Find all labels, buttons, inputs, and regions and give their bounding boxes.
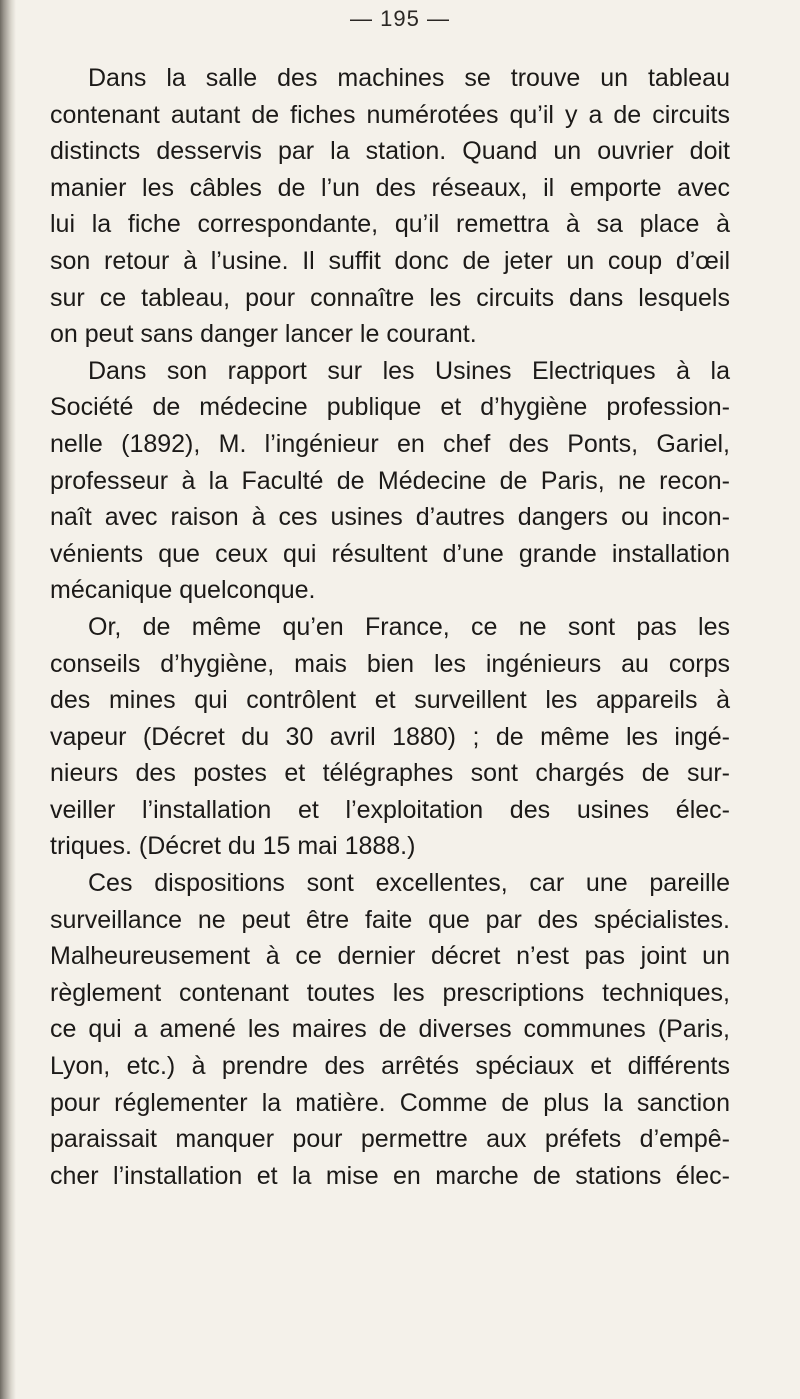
text-line: nelle (1892), M. l’ingénieur en chef des Ponts, Gariel, <box>50 429 730 458</box>
text-line: professeur à la Faculté de Médecine de Paris, ne recon- <box>50 466 730 495</box>
text-line: distincts desservis par la station. Quand un ouvrier doit <box>50 137 730 166</box>
text-line: Société de médecine publique et d’hygiène profession- <box>50 393 730 422</box>
text-line: cher l’installation et la mise en marche de stations élec- <box>50 1161 730 1190</box>
page-number: — 195 — <box>350 6 450 31</box>
book-gutter-shadow <box>0 0 16 1399</box>
text-line: des mines qui contrôlent et surveillent les appareils à <box>50 686 730 715</box>
text-line: veiller l’installation et l’exploitation des usines élec- <box>50 795 730 824</box>
text-line: Dans son rapport sur les Usines Electriques à la <box>88 356 730 385</box>
text-line: règlement contenant toutes les prescriptions techniques, <box>50 978 730 1007</box>
text-line: ce qui a amené les maires de diverses communes (Paris, <box>50 1015 730 1044</box>
text-line: on peut sans danger lancer le courant. <box>50 320 477 349</box>
text-line: naît avec raison à ces usines d’autres dangers ou incon- <box>50 503 730 532</box>
text-line: manier les câbles de l’un des réseaux, il emporte avec <box>50 173 730 202</box>
text-line: nieurs des postes et télégraphes sont chargés de sur- <box>50 759 730 788</box>
text-line: son retour à l’usine. Il suffit donc de jeter un coup d’œil <box>50 246 730 275</box>
text-line: sur ce tableau, pour connaître les circuits dans lesquels <box>50 283 730 312</box>
text-line: Ces dispositions sont excellentes, car une pareille <box>88 869 730 898</box>
text-line: triques. (Décret du 15 mai 1888.) <box>50 832 416 861</box>
text-line: Dans la salle des machines se trouve un tableau <box>88 64 730 92</box>
text-line: Malheureusement à ce dernier décret n’est pas joint un <box>50 942 730 971</box>
text-line: surveillance ne peut être faite que par des spécialistes. <box>50 905 730 934</box>
text-line: vénients que ceux qui résultent d’une grande installation <box>50 539 730 568</box>
text-line: pour réglementer la matière. Comme de plus la sanction <box>50 1088 730 1117</box>
text-line: vapeur (Décret du 30 avril 1880) ; de même les ingé- <box>50 722 730 751</box>
text-line: Or, de même qu’en France, ce ne sont pas les <box>88 612 730 641</box>
text-line: lui la fiche correspondante, qu’il remettra à sa place à <box>50 210 730 239</box>
text-line: mécanique quelconque. <box>50 576 316 605</box>
text-line: contenant autant de fiches numérotées qu’il y a de circuits <box>50 100 730 129</box>
body-text <box>50 60 730 1194</box>
text-line: paraissait manquer pour permettre aux préfets d’empê- <box>50 1125 730 1154</box>
text-line: conseils d’hygiène, mais bien les ingénieurs au corps <box>50 649 730 678</box>
text-line: Lyon, etc.) à prendre des arrêtés spéciaux et différents <box>50 1052 730 1081</box>
